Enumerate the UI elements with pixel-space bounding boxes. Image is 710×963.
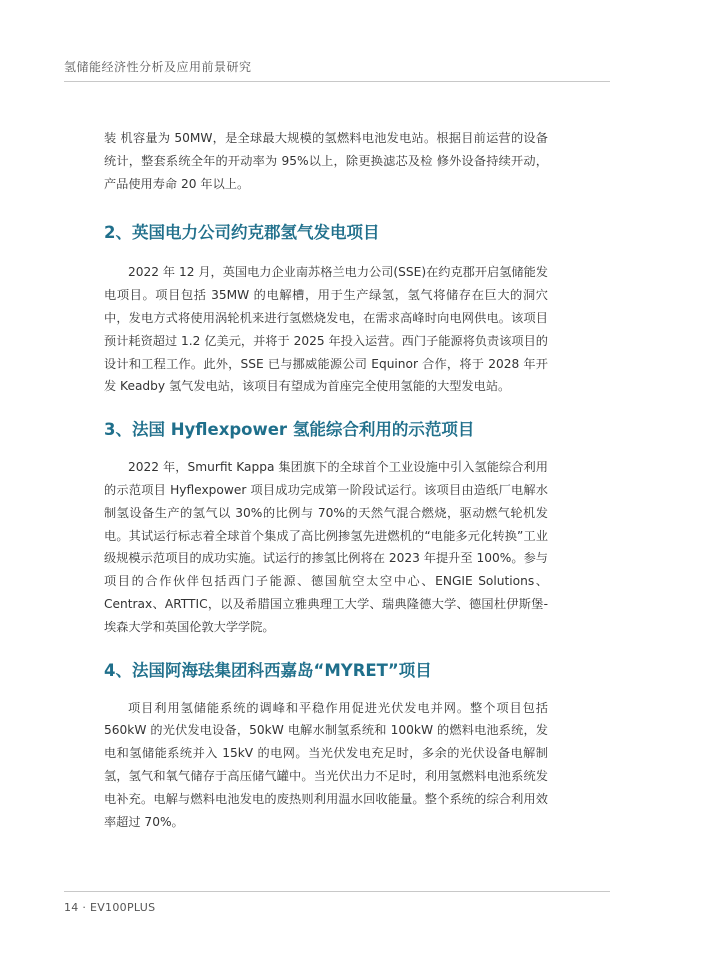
intro-paragraph: 装 机容量为 50MW，是全球最大规模的氢燃料电池发电站。根据目前运营的设备统计，整套系统全年的开动率为 95%以上，除更换滤芯及检 修外设备持续开动，产品使用寿命 20 年以上。 [104, 131, 548, 191]
section-4-paragraph: 项目利用氢储能系统的调峰和平稳作用促进光伏发电并网。整个项目包括 560kW 的光伏发电设备，50kW 电解水制氢系统和 100kW 的燃料电池系统，发电和氢储能系统并入 15kV 的电网。当光伏发电充足时，多余的光伏设备电解制氢，氢气和氧气储存于高压储气罐中。当光伏出力不足时，利用氢燃料电池系统发电补充。电解与燃料电池发电的废热则利用温水回收能量。整个系统的综合利用效率超过 70%。 [104, 700, 548, 829]
section-3-heading: 3、法国 Hyflexpower 氢能综合利用的示范项目 [104, 420, 475, 440]
header-divider [64, 81, 610, 82]
section-3-paragraph: 2022 年，Smurfit Kappa 集团旗下的全球首个工业设施中引入氢能综合利用的示范项目 Hyflexpower 项目成功完成第一阶段试运行。该项目由造纸厂电解水制氢设备生产的氢气以 30%的比例与 70%的天然气混合燃烧，驱动燃气轮机发电。其试运行标志着全球首个集成了高比例掺氢先进燃机的“电能多元化转换”工业级规模示范项目的成功实施。试运行的掺氢比例将在 2023 年提升至 100%。参与项目的合作伙伴包括西门子能源、德国航空太空中心、ENGIE Solutions、Centrax、ARTTIC，以及希腊国立雅典理工大学、瑞典隆德大学、德国杜伊斯堡-埃森大学和英国伦敦大学学院。 [104, 460, 548, 634]
page-footer: 14 · EV100PLUS [64, 901, 156, 914]
section-2-heading: 2、英国电力公司约克郡氢气发电项目 [104, 223, 380, 243]
section-4-heading: 4、法国阿海珐集团科西嘉岛“MYRET”项目 [104, 660, 432, 680]
page-header-title: 氢储能经济性分析及应用前景研究 [64, 60, 252, 74]
page-content [104, 127, 548, 833]
footer-divider [64, 891, 610, 892]
section-2-paragraph: 2022 年 12 月，英国电力企业南苏格兰电力公司(SSE)在约克郡开启氢储能发电项目。项目包括 35MW 的电解槽，用于生产绿氢，氢气将储存在巨大的洞穴中，发电方式将使用涡轮机来进行氢燃烧发电，在需求高峰时向电网供电。该项目预计耗资超过 1.2 亿美元，并将于 2025 年投入运营。西门子能源将负责该项目的设计和工程工作。此外，SSE 已与挪威能源公司 Equinor 合作，将于 2028 年开发 Keadby 氢气发电站，该项目有望成为首座完全使用氢能的大型发电站。 [104, 265, 548, 394]
